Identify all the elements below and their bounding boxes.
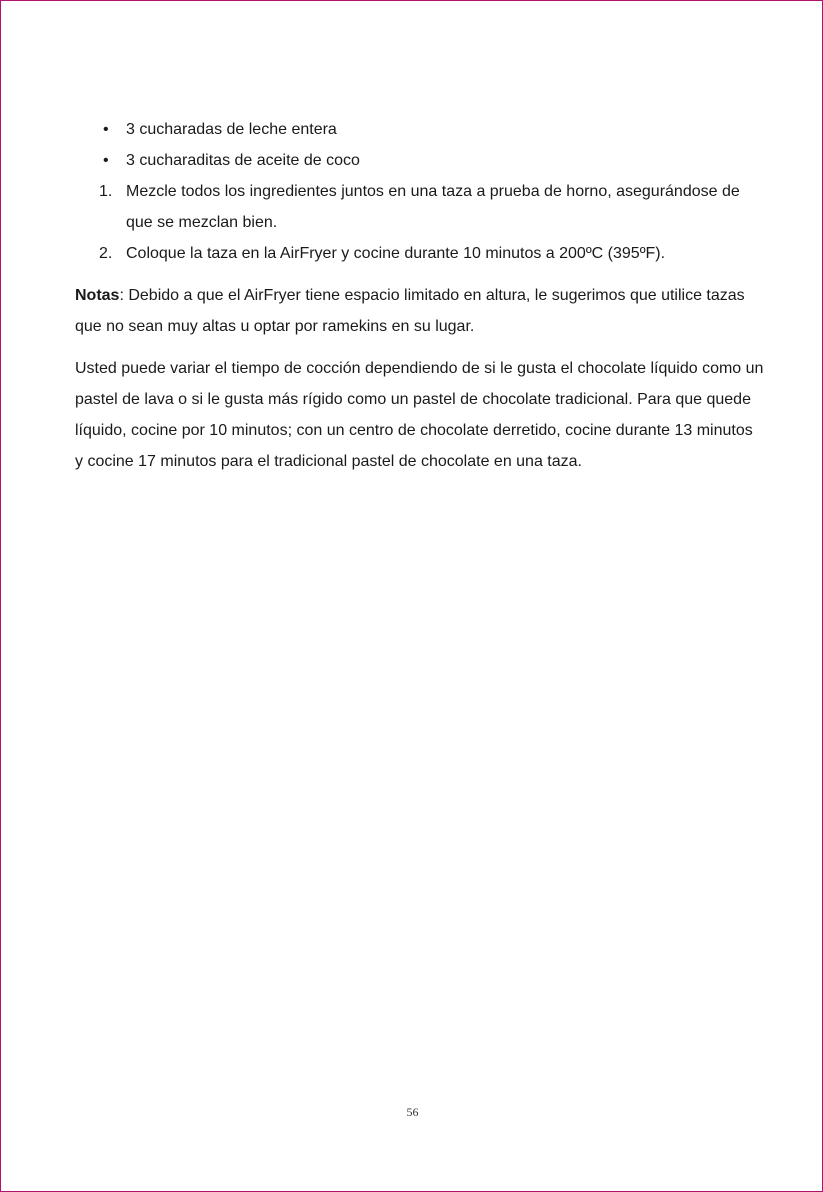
body-paragraph: Usted puede variar el tiempo de cocción dependiendo de si le gusta el chocolate líquido como un pastel de lava o si le gusta más rígido como un pastel de chocolate tradicional. Para que quede líquido, cocine por 10 minutos; con un centro de chocolate derretido, cocine durante 13 minutos y cocine 17 minutos para el tradicional pastel de chocolate en una taza. (75, 360, 764, 470)
list-item (75, 145, 765, 176)
notes-paragraph (75, 280, 765, 342)
step-text: Mezcle todos los ingredientes juntos en una taza a prueba de horno, asegurándose de que se mezclan bien. (126, 183, 740, 231)
step-text: Coloque la taza en la AirFryer y cocine durante 10 minutos a 200ºC (395ºF). (126, 245, 666, 262)
step-list (75, 176, 765, 269)
bullet-icon: • (103, 121, 109, 138)
step-number: 2. (99, 245, 113, 262)
list-item (75, 238, 765, 269)
page-number: 56 (406, 1105, 419, 1119)
notes-label: Notas (75, 287, 120, 304)
bullet-icon: • (103, 152, 109, 169)
list-item (75, 114, 765, 145)
list-item-text: 3 cucharaditas de aceite de coco (126, 152, 360, 169)
list-item (75, 176, 765, 238)
page-content (75, 114, 765, 477)
list-item-text: 3 cucharadas de leche entera (126, 121, 337, 138)
notes-text: : Debido a que el AirFryer tiene espacio limitado en altura, le sugerimos que utilice tazas que no sean muy altas u optar por ramekins en su lugar. (75, 287, 745, 335)
step-number: 1. (99, 183, 113, 200)
ingredient-list (75, 114, 765, 176)
